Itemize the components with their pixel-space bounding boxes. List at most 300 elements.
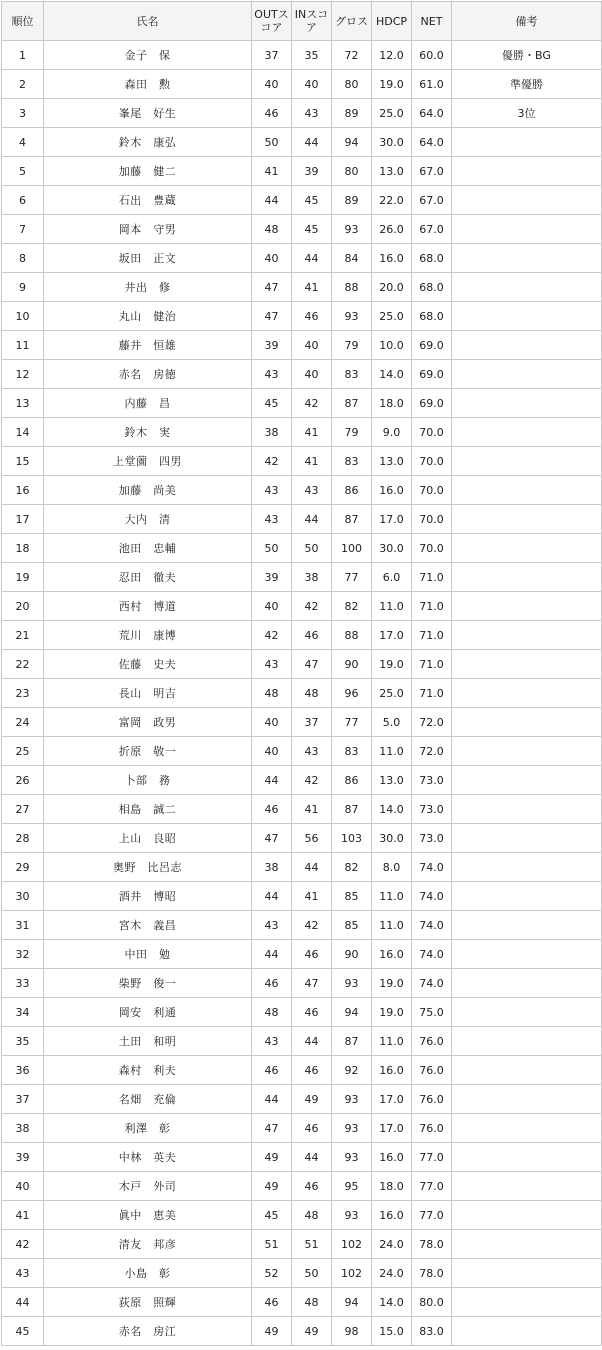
cell-out-score: 43 bbox=[252, 911, 292, 940]
cell-note bbox=[452, 1056, 602, 1085]
cell-out-score: 43 bbox=[252, 650, 292, 679]
cell-out-score: 44 bbox=[252, 1085, 292, 1114]
cell-out-score: 50 bbox=[252, 128, 292, 157]
table-row bbox=[2, 244, 602, 273]
cell-gross: 77 bbox=[332, 708, 372, 737]
cell-in-score: 47 bbox=[292, 650, 332, 679]
cell-in-score: 50 bbox=[292, 534, 332, 563]
cell-gross: 86 bbox=[332, 766, 372, 795]
cell-hdcp: 17.0 bbox=[372, 1114, 412, 1143]
cell-note bbox=[452, 186, 602, 215]
cell-rank: 23 bbox=[2, 679, 44, 708]
cell-in-score: 46 bbox=[292, 940, 332, 969]
cell-note bbox=[452, 505, 602, 534]
cell-in-score: 39 bbox=[292, 157, 332, 186]
cell-name: 小島 彰 bbox=[44, 1259, 252, 1288]
cell-net: 69.0 bbox=[412, 331, 452, 360]
cell-hdcp: 25.0 bbox=[372, 99, 412, 128]
header-name: 氏名 bbox=[44, 2, 252, 41]
cell-out-score: 40 bbox=[252, 592, 292, 621]
cell-out-score: 46 bbox=[252, 1056, 292, 1085]
cell-rank: 27 bbox=[2, 795, 44, 824]
cell-out-score: 50 bbox=[252, 534, 292, 563]
table-row bbox=[2, 650, 602, 679]
cell-net: 71.0 bbox=[412, 679, 452, 708]
cell-net: 77.0 bbox=[412, 1172, 452, 1201]
cell-gross: 82 bbox=[332, 853, 372, 882]
cell-gross: 87 bbox=[332, 505, 372, 534]
cell-net: 70.0 bbox=[412, 505, 452, 534]
cell-gross: 102 bbox=[332, 1259, 372, 1288]
cell-in-score: 42 bbox=[292, 389, 332, 418]
cell-out-score: 37 bbox=[252, 41, 292, 70]
cell-name: 赤名 房江 bbox=[44, 1317, 252, 1346]
cell-name: 藤井 恒雄 bbox=[44, 331, 252, 360]
cell-out-score: 44 bbox=[252, 940, 292, 969]
cell-gross: 100 bbox=[332, 534, 372, 563]
header-hdcp: HDCP bbox=[372, 2, 412, 41]
cell-note bbox=[452, 795, 602, 824]
table-row bbox=[2, 418, 602, 447]
cell-out-score: 40 bbox=[252, 737, 292, 766]
table-row bbox=[2, 447, 602, 476]
cell-note bbox=[452, 563, 602, 592]
cell-in-score: 43 bbox=[292, 737, 332, 766]
table-row bbox=[2, 824, 602, 853]
cell-hdcp: 19.0 bbox=[372, 650, 412, 679]
cell-net: 70.0 bbox=[412, 418, 452, 447]
cell-note bbox=[452, 1085, 602, 1114]
table-row bbox=[2, 882, 602, 911]
table-row bbox=[2, 1114, 602, 1143]
cell-net: 72.0 bbox=[412, 708, 452, 737]
cell-name: 富岡 政男 bbox=[44, 708, 252, 737]
cell-name: 鈴木 康弘 bbox=[44, 128, 252, 157]
cell-note bbox=[452, 1114, 602, 1143]
cell-rank: 21 bbox=[2, 621, 44, 650]
cell-in-score: 44 bbox=[292, 505, 332, 534]
cell-rank: 10 bbox=[2, 302, 44, 331]
cell-rank: 42 bbox=[2, 1230, 44, 1259]
table-row bbox=[2, 41, 602, 70]
cell-net: 71.0 bbox=[412, 563, 452, 592]
cell-in-score: 46 bbox=[292, 621, 332, 650]
cell-name: 中林 英夫 bbox=[44, 1143, 252, 1172]
cell-note bbox=[452, 940, 602, 969]
table-row bbox=[2, 1259, 602, 1288]
cell-out-score: 45 bbox=[252, 389, 292, 418]
cell-rank: 28 bbox=[2, 824, 44, 853]
cell-in-score: 56 bbox=[292, 824, 332, 853]
cell-rank: 29 bbox=[2, 853, 44, 882]
cell-rank: 40 bbox=[2, 1172, 44, 1201]
cell-in-score: 48 bbox=[292, 1288, 332, 1317]
cell-in-score: 46 bbox=[292, 1114, 332, 1143]
cell-name: 佐藤 史夫 bbox=[44, 650, 252, 679]
cell-in-score: 40 bbox=[292, 360, 332, 389]
cell-net: 74.0 bbox=[412, 853, 452, 882]
cell-in-score: 42 bbox=[292, 766, 332, 795]
cell-out-score: 40 bbox=[252, 70, 292, 99]
cell-hdcp: 10.0 bbox=[372, 331, 412, 360]
cell-in-score: 41 bbox=[292, 447, 332, 476]
cell-note bbox=[452, 1172, 602, 1201]
cell-rank: 44 bbox=[2, 1288, 44, 1317]
cell-out-score: 42 bbox=[252, 621, 292, 650]
cell-name: 忍田 徹夫 bbox=[44, 563, 252, 592]
cell-in-score: 46 bbox=[292, 1172, 332, 1201]
table-row bbox=[2, 737, 602, 766]
cell-name: 柴野 俊一 bbox=[44, 969, 252, 998]
cell-gross: 93 bbox=[332, 969, 372, 998]
cell-note: 準優勝 bbox=[452, 70, 602, 99]
cell-hdcp: 30.0 bbox=[372, 534, 412, 563]
cell-gross: 80 bbox=[332, 70, 372, 99]
cell-note bbox=[452, 1201, 602, 1230]
cell-name: 赤名 房徳 bbox=[44, 360, 252, 389]
cell-gross: 89 bbox=[332, 99, 372, 128]
cell-note bbox=[452, 1259, 602, 1288]
cell-out-score: 40 bbox=[252, 708, 292, 737]
cell-net: 68.0 bbox=[412, 244, 452, 273]
cell-in-score: 41 bbox=[292, 418, 332, 447]
cell-out-score: 46 bbox=[252, 969, 292, 998]
cell-rank: 7 bbox=[2, 215, 44, 244]
cell-gross: 102 bbox=[332, 1230, 372, 1259]
cell-rank: 18 bbox=[2, 534, 44, 563]
cell-note bbox=[452, 244, 602, 273]
cell-name: 丸山 健治 bbox=[44, 302, 252, 331]
cell-gross: 94 bbox=[332, 1288, 372, 1317]
table-row bbox=[2, 505, 602, 534]
cell-net: 73.0 bbox=[412, 824, 452, 853]
cell-name: 峯尾 好生 bbox=[44, 99, 252, 128]
cell-rank: 39 bbox=[2, 1143, 44, 1172]
table-body bbox=[2, 41, 602, 1346]
cell-net: 75.0 bbox=[412, 998, 452, 1027]
cell-out-score: 48 bbox=[252, 998, 292, 1027]
cell-in-score: 41 bbox=[292, 882, 332, 911]
cell-hdcp: 17.0 bbox=[372, 621, 412, 650]
cell-hdcp: 20.0 bbox=[372, 273, 412, 302]
table-row bbox=[2, 186, 602, 215]
cell-net: 68.0 bbox=[412, 273, 452, 302]
cell-in-score: 51 bbox=[292, 1230, 332, 1259]
cell-out-score: 49 bbox=[252, 1317, 292, 1346]
cell-rank: 20 bbox=[2, 592, 44, 621]
cell-note bbox=[452, 766, 602, 795]
cell-hdcp: 13.0 bbox=[372, 766, 412, 795]
table-row bbox=[2, 360, 602, 389]
table-row bbox=[2, 1143, 602, 1172]
cell-in-score: 44 bbox=[292, 128, 332, 157]
cell-note bbox=[452, 418, 602, 447]
cell-in-score: 46 bbox=[292, 302, 332, 331]
cell-note bbox=[452, 302, 602, 331]
table-row bbox=[2, 998, 602, 1027]
cell-out-score: 47 bbox=[252, 1114, 292, 1143]
cell-hdcp: 17.0 bbox=[372, 505, 412, 534]
cell-note bbox=[452, 157, 602, 186]
cell-note bbox=[452, 679, 602, 708]
table-row bbox=[2, 157, 602, 186]
cell-net: 69.0 bbox=[412, 360, 452, 389]
cell-rank: 12 bbox=[2, 360, 44, 389]
cell-name: 木戸 外司 bbox=[44, 1172, 252, 1201]
cell-hdcp: 16.0 bbox=[372, 1201, 412, 1230]
table-row bbox=[2, 969, 602, 998]
cell-gross: 85 bbox=[332, 882, 372, 911]
cell-net: 76.0 bbox=[412, 1114, 452, 1143]
cell-note bbox=[452, 1317, 602, 1346]
cell-rank: 30 bbox=[2, 882, 44, 911]
cell-rank: 45 bbox=[2, 1317, 44, 1346]
cell-hdcp: 16.0 bbox=[372, 1056, 412, 1085]
cell-name: 中田 勉 bbox=[44, 940, 252, 969]
table-row bbox=[2, 708, 602, 737]
cell-gross: 86 bbox=[332, 476, 372, 505]
cell-net: 67.0 bbox=[412, 215, 452, 244]
cell-net: 72.0 bbox=[412, 737, 452, 766]
cell-net: 74.0 bbox=[412, 940, 452, 969]
cell-gross: 88 bbox=[332, 621, 372, 650]
cell-name: 酒井 博昭 bbox=[44, 882, 252, 911]
cell-gross: 83 bbox=[332, 360, 372, 389]
cell-gross: 87 bbox=[332, 389, 372, 418]
cell-name: 荒川 康博 bbox=[44, 621, 252, 650]
cell-hdcp: 25.0 bbox=[372, 679, 412, 708]
table-row bbox=[2, 534, 602, 563]
cell-out-score: 43 bbox=[252, 1027, 292, 1056]
table-row bbox=[2, 679, 602, 708]
cell-gross: 80 bbox=[332, 157, 372, 186]
cell-hdcp: 22.0 bbox=[372, 186, 412, 215]
cell-out-score: 42 bbox=[252, 447, 292, 476]
header-gross: グロス bbox=[332, 2, 372, 41]
table-row bbox=[2, 911, 602, 940]
cell-hdcp: 5.0 bbox=[372, 708, 412, 737]
cell-gross: 77 bbox=[332, 563, 372, 592]
cell-rank: 14 bbox=[2, 418, 44, 447]
cell-gross: 83 bbox=[332, 737, 372, 766]
cell-name: 奥野 比呂志 bbox=[44, 853, 252, 882]
cell-name: 岡本 守男 bbox=[44, 215, 252, 244]
cell-hdcp: 24.0 bbox=[372, 1230, 412, 1259]
cell-rank: 16 bbox=[2, 476, 44, 505]
cell-out-score: 44 bbox=[252, 186, 292, 215]
cell-name: 内藤 昌 bbox=[44, 389, 252, 418]
cell-hdcp: 11.0 bbox=[372, 592, 412, 621]
cell-rank: 1 bbox=[2, 41, 44, 70]
cell-hdcp: 11.0 bbox=[372, 737, 412, 766]
cell-rank: 9 bbox=[2, 273, 44, 302]
cell-hdcp: 11.0 bbox=[372, 882, 412, 911]
cell-name: 岡安 利通 bbox=[44, 998, 252, 1027]
cell-out-score: 51 bbox=[252, 1230, 292, 1259]
table-row bbox=[2, 621, 602, 650]
cell-name: 坂田 正文 bbox=[44, 244, 252, 273]
cell-net: 64.0 bbox=[412, 99, 452, 128]
header-net: NET bbox=[412, 2, 452, 41]
cell-note bbox=[452, 215, 602, 244]
cell-gross: 93 bbox=[332, 302, 372, 331]
cell-in-score: 45 bbox=[292, 215, 332, 244]
cell-gross: 79 bbox=[332, 418, 372, 447]
header-note: 備考 bbox=[452, 2, 602, 41]
cell-net: 76.0 bbox=[412, 1027, 452, 1056]
cell-hdcp: 30.0 bbox=[372, 824, 412, 853]
cell-gross: 84 bbox=[332, 244, 372, 273]
cell-in-score: 46 bbox=[292, 998, 332, 1027]
cell-hdcp: 6.0 bbox=[372, 563, 412, 592]
cell-gross: 90 bbox=[332, 940, 372, 969]
cell-note bbox=[452, 621, 602, 650]
results-table bbox=[1, 1, 602, 1346]
cell-net: 60.0 bbox=[412, 41, 452, 70]
table-row bbox=[2, 1201, 602, 1230]
cell-hdcp: 8.0 bbox=[372, 853, 412, 882]
cell-hdcp: 17.0 bbox=[372, 1085, 412, 1114]
cell-in-score: 40 bbox=[292, 70, 332, 99]
cell-rank: 36 bbox=[2, 1056, 44, 1085]
cell-note bbox=[452, 331, 602, 360]
cell-net: 61.0 bbox=[412, 70, 452, 99]
cell-note bbox=[452, 737, 602, 766]
cell-name: 池田 忠輔 bbox=[44, 534, 252, 563]
cell-in-score: 46 bbox=[292, 1056, 332, 1085]
cell-hdcp: 16.0 bbox=[372, 476, 412, 505]
cell-name: 西村 博道 bbox=[44, 592, 252, 621]
cell-name: 長山 明吉 bbox=[44, 679, 252, 708]
cell-hdcp: 14.0 bbox=[372, 360, 412, 389]
cell-net: 70.0 bbox=[412, 534, 452, 563]
header-row bbox=[2, 2, 602, 41]
cell-hdcp: 30.0 bbox=[372, 128, 412, 157]
cell-out-score: 38 bbox=[252, 418, 292, 447]
cell-note bbox=[452, 1230, 602, 1259]
header-rank: 順位 bbox=[2, 2, 44, 41]
cell-name: 名畑 充倫 bbox=[44, 1085, 252, 1114]
cell-note: 3位 bbox=[452, 99, 602, 128]
table-row bbox=[2, 795, 602, 824]
cell-gross: 93 bbox=[332, 1114, 372, 1143]
cell-in-score: 50 bbox=[292, 1259, 332, 1288]
cell-name: 鈴木 実 bbox=[44, 418, 252, 447]
cell-note bbox=[452, 1143, 602, 1172]
cell-name: 石出 豊蔵 bbox=[44, 186, 252, 215]
cell-note bbox=[452, 650, 602, 679]
cell-rank: 31 bbox=[2, 911, 44, 940]
cell-name: 金子 保 bbox=[44, 41, 252, 70]
cell-hdcp: 19.0 bbox=[372, 70, 412, 99]
cell-gross: 98 bbox=[332, 1317, 372, 1346]
cell-net: 74.0 bbox=[412, 882, 452, 911]
cell-gross: 93 bbox=[332, 215, 372, 244]
table-row bbox=[2, 476, 602, 505]
cell-net: 78.0 bbox=[412, 1230, 452, 1259]
table-row bbox=[2, 302, 602, 331]
cell-note bbox=[452, 128, 602, 157]
table-row bbox=[2, 331, 602, 360]
cell-rank: 5 bbox=[2, 157, 44, 186]
cell-out-score: 40 bbox=[252, 244, 292, 273]
cell-rank: 25 bbox=[2, 737, 44, 766]
cell-gross: 89 bbox=[332, 186, 372, 215]
cell-rank: 37 bbox=[2, 1085, 44, 1114]
cell-gross: 79 bbox=[332, 331, 372, 360]
cell-net: 69.0 bbox=[412, 389, 452, 418]
cell-net: 76.0 bbox=[412, 1085, 452, 1114]
cell-out-score: 45 bbox=[252, 1201, 292, 1230]
cell-note bbox=[452, 1288, 602, 1317]
cell-rank: 41 bbox=[2, 1201, 44, 1230]
cell-rank: 11 bbox=[2, 331, 44, 360]
cell-net: 77.0 bbox=[412, 1143, 452, 1172]
cell-note bbox=[452, 708, 602, 737]
cell-out-score: 46 bbox=[252, 795, 292, 824]
cell-hdcp: 14.0 bbox=[372, 1288, 412, 1317]
cell-net: 78.0 bbox=[412, 1259, 452, 1288]
cell-note bbox=[452, 476, 602, 505]
cell-name: 森田 勲 bbox=[44, 70, 252, 99]
cell-name: 利澤 彰 bbox=[44, 1114, 252, 1143]
cell-name: 宮木 義昌 bbox=[44, 911, 252, 940]
cell-hdcp: 11.0 bbox=[372, 911, 412, 940]
table-row bbox=[2, 1317, 602, 1346]
cell-name: 荻原 照輝 bbox=[44, 1288, 252, 1317]
cell-in-score: 44 bbox=[292, 1027, 332, 1056]
cell-out-score: 46 bbox=[252, 1288, 292, 1317]
cell-gross: 88 bbox=[332, 273, 372, 302]
header-in-score: INスコア bbox=[292, 2, 332, 41]
cell-out-score: 47 bbox=[252, 302, 292, 331]
cell-note bbox=[452, 360, 602, 389]
cell-name: 清友 邦彦 bbox=[44, 1230, 252, 1259]
cell-out-score: 41 bbox=[252, 157, 292, 186]
table-row bbox=[2, 70, 602, 99]
cell-net: 73.0 bbox=[412, 795, 452, 824]
cell-rank: 35 bbox=[2, 1027, 44, 1056]
cell-in-score: 44 bbox=[292, 1143, 332, 1172]
cell-hdcp: 19.0 bbox=[372, 998, 412, 1027]
cell-gross: 90 bbox=[332, 650, 372, 679]
cell-rank: 15 bbox=[2, 447, 44, 476]
header-out-score: OUTスコア bbox=[252, 2, 292, 41]
cell-out-score: 49 bbox=[252, 1143, 292, 1172]
cell-out-score: 46 bbox=[252, 99, 292, 128]
cell-rank: 2 bbox=[2, 70, 44, 99]
cell-hdcp: 19.0 bbox=[372, 969, 412, 998]
cell-in-score: 37 bbox=[292, 708, 332, 737]
cell-net: 74.0 bbox=[412, 911, 452, 940]
cell-note bbox=[452, 882, 602, 911]
cell-rank: 34 bbox=[2, 998, 44, 1027]
cell-hdcp: 16.0 bbox=[372, 1143, 412, 1172]
cell-hdcp: 18.0 bbox=[372, 389, 412, 418]
cell-hdcp: 26.0 bbox=[372, 215, 412, 244]
table-row bbox=[2, 99, 602, 128]
cell-gross: 94 bbox=[332, 998, 372, 1027]
cell-rank: 43 bbox=[2, 1259, 44, 1288]
cell-out-score: 43 bbox=[252, 476, 292, 505]
cell-rank: 32 bbox=[2, 940, 44, 969]
cell-gross: 103 bbox=[332, 824, 372, 853]
cell-net: 77.0 bbox=[412, 1201, 452, 1230]
table-row bbox=[2, 563, 602, 592]
cell-note bbox=[452, 824, 602, 853]
cell-rank: 24 bbox=[2, 708, 44, 737]
cell-hdcp: 13.0 bbox=[372, 447, 412, 476]
